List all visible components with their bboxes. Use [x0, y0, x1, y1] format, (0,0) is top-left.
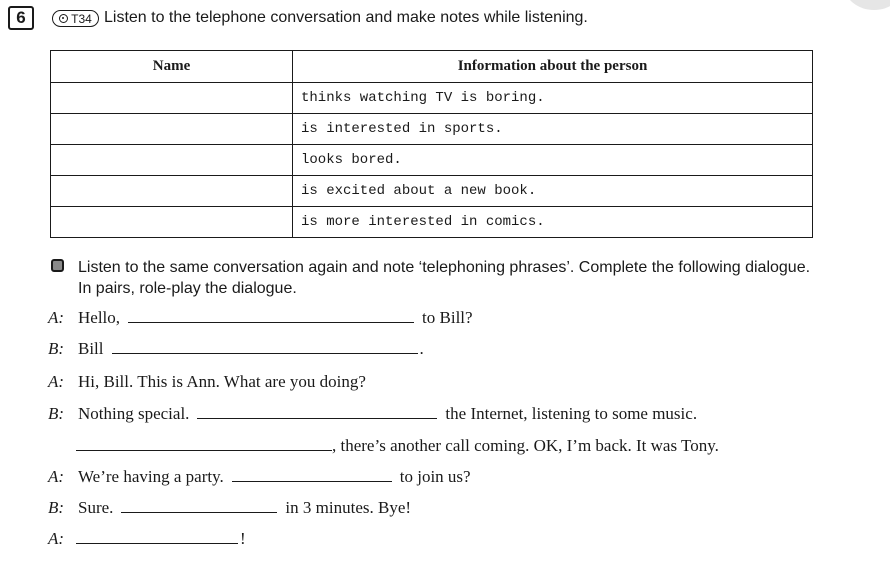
answer-blank[interactable] [76, 436, 332, 451]
dialogue-text: , there’s another call coming. OK, I’m back. It was Tony. [332, 436, 719, 455]
speaker-label: B: [48, 404, 65, 423]
dialogue-line [48, 372, 366, 392]
dialogue-line [48, 498, 411, 518]
table-header-row [51, 51, 813, 83]
dialogue-line [48, 308, 473, 328]
speaker-label: A: [48, 372, 65, 391]
dialogue-text: We’re having a party. [78, 467, 224, 486]
table-row [51, 145, 813, 176]
info-cell: looks bored. [293, 145, 813, 176]
answer-blank[interactable] [197, 404, 437, 419]
info-cell: is excited about a new book. [293, 176, 813, 207]
dialogue-text: Hi, Bill. This is Ann. What are you doing? [78, 372, 366, 391]
speaker-label: A: [48, 529, 65, 548]
table-row [51, 207, 813, 238]
name-cell[interactable] [51, 83, 293, 114]
answer-blank[interactable] [232, 467, 392, 482]
dialogue-text: in 3 minutes. Bye! [285, 498, 412, 517]
column-header-name: Name [51, 51, 293, 83]
info-cell: thinks watching TV is boring. [293, 83, 813, 114]
notes-table [50, 50, 813, 238]
name-cell[interactable] [51, 114, 293, 145]
answer-blank[interactable] [76, 529, 238, 544]
name-cell[interactable] [51, 207, 293, 238]
dialogue-text: to join us? [399, 467, 471, 486]
dialogue-text: Bill [78, 339, 104, 358]
dialogue-line [48, 436, 719, 456]
answer-blank[interactable] [112, 339, 418, 354]
dialogue-text: to Bill? [422, 308, 473, 327]
dialogue-line [48, 339, 424, 359]
info-cell: is more interested in comics. [293, 207, 813, 238]
dialogue-line [48, 467, 471, 487]
column-header-info: Information about the person [293, 51, 813, 83]
exercise-instruction: Listen to the telephone conversation and make notes while listening. [104, 9, 588, 26]
audio-track-tag[interactable] [52, 10, 99, 27]
speaker-label: A: [48, 467, 65, 486]
answer-blank[interactable] [128, 308, 414, 323]
audio-track-label: T34 [71, 11, 92, 26]
bullet-icon [51, 259, 64, 272]
table-row [51, 83, 813, 114]
dialogue-text: ! [240, 529, 246, 548]
part2-instruction: Listen to the same conversation again and note ‘telephoning phrases’. Complete the following dialogue. In pairs, role-play the dialogue. [78, 259, 811, 297]
dialogue-text: Hello, [78, 308, 121, 327]
dialogue-text: Nothing special. [78, 404, 190, 423]
speaker-label: B: [48, 498, 65, 517]
dialogue-text: . [419, 339, 424, 358]
name-cell[interactable] [51, 145, 293, 176]
answer-blank[interactable] [121, 498, 277, 513]
table-row [51, 176, 813, 207]
dialogue-line [48, 404, 697, 424]
info-cell: is interested in sports. [293, 114, 813, 145]
dialogue-text: Sure. [78, 498, 114, 517]
name-cell[interactable] [51, 176, 293, 207]
exercise-number: 6 [8, 6, 34, 30]
dialogue-line [48, 529, 246, 549]
dialogue-text: the Internet, listening to some music. [445, 404, 698, 423]
table-row [51, 114, 813, 145]
page-corner-decoration [844, 0, 890, 10]
speaker-label: A: [48, 308, 65, 327]
speaker-label: B: [48, 339, 65, 358]
cd-icon [59, 14, 68, 23]
